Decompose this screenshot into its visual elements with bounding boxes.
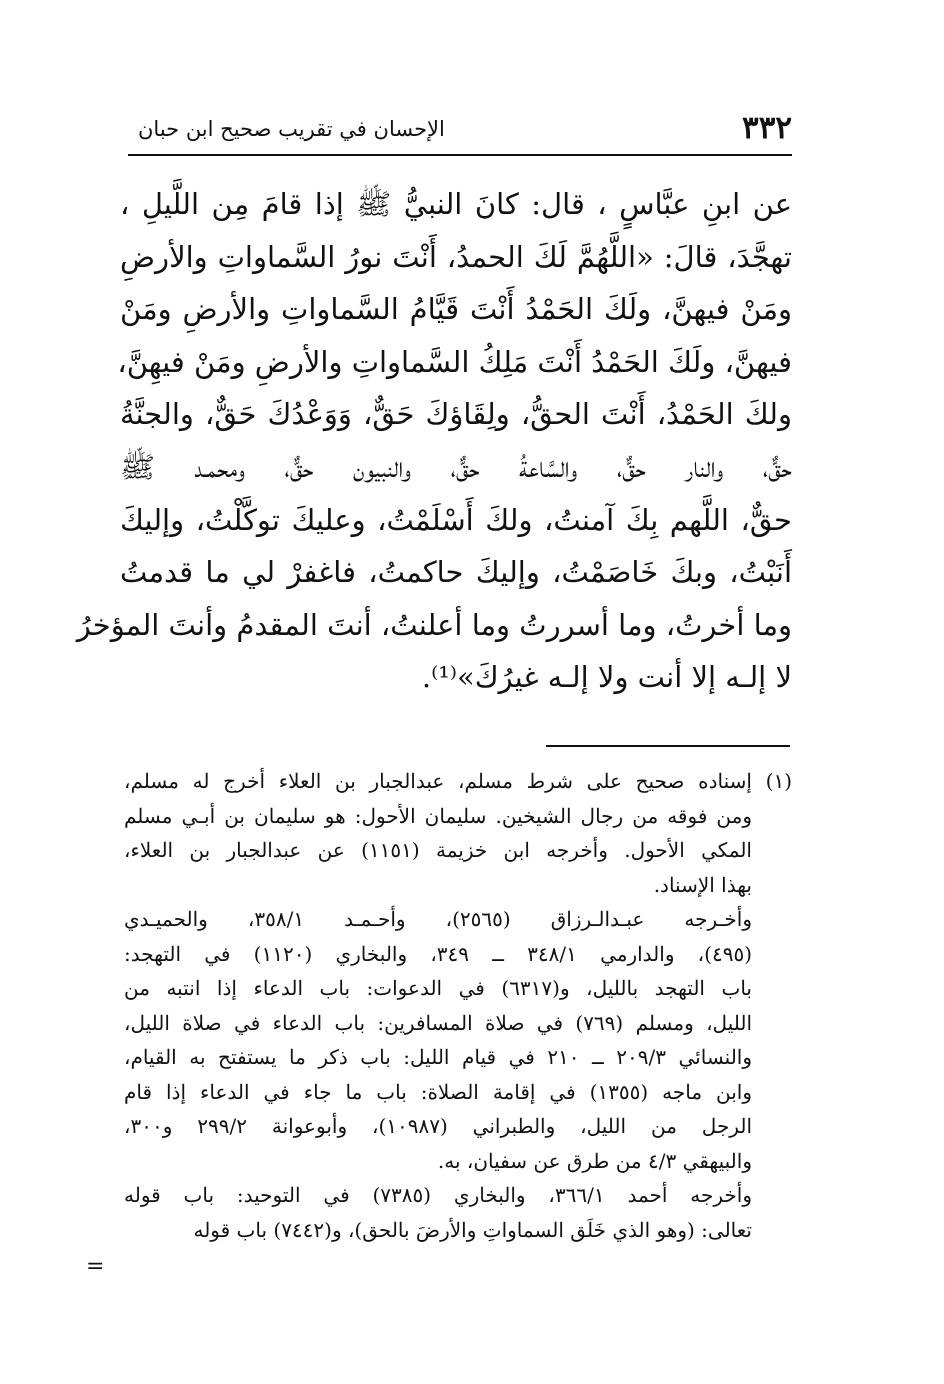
main-text-line: وما أخرتُ، وما أسررتُ وما أعلنتُ، أنتَ المقدمُ وأنتَ المؤخرُ xyxy=(76,607,792,642)
main-text-line: تهجَّدَ، قالَ: «اللَّهُمَّ لَكَ الحمدُ، أَنْتَ نورُ السَّماواتِ والأرضِ xyxy=(120,239,792,274)
main-text xyxy=(76,178,792,704)
footnote-line: (٤٩٥)، والدارمي ٣٤٨/١ ــ ٣٤٩، والبخاري (١١٢٠) في التهجد: xyxy=(124,941,752,966)
main-text-line: حقٌّ، والنار حقٌّ، والسَّاعةُ حقٌّ، والنبيون حقٌّ، ومحمـد ﷺ xyxy=(120,449,792,484)
footnote-line: الليل، ومسلم (٧٦٩) في صلاة المسافرين: باب الدعاء في صلاة الليل، xyxy=(124,1010,752,1035)
footnote-line: وأخـرجه عبـدالـرزاق (٢٥٦٥)، وأحـمـد ٣٥٨/١، والحميـدي xyxy=(124,907,752,931)
footnote-line: والنسائي ٢٠٩/٣ ــ ٢١٠ في قيام الليل: باب ذكر ما يستفتح به القيام، xyxy=(124,1045,753,1069)
main-text-line: لا إلـه إلا أنت ولا إلـه غيرُكَ»⁽¹⁾. xyxy=(421,660,792,695)
footnote-line: وأخرجه أحمد ٣٦٦/١، والبخاري (٧٣٨٥) في التوحيد: باب قوله xyxy=(124,1183,752,1207)
continuation-mark: = xyxy=(86,1254,105,1279)
header-rule xyxy=(128,154,792,156)
main-text-line: فيهنَّ، ولَكَ الحَمْدُ أَنْتَ مَلِكُ السَّماواتِ والأرضِ ومَنْ فيهِنَّ، xyxy=(117,344,792,379)
main-text-line: ومَنْ فيهنَّ، ولَكَ الحَمْدُ أَنْتَ قَيَّامُ السَّماواتِ والأرضِ ومَنْ xyxy=(120,292,792,327)
main-text-line: أَنَبْتُ، وبكَ خَاصَمْتُ، وإليكَ حاكمتُ، فاغفرْ لي ما قدمتُ xyxy=(120,555,792,590)
footnote-line: (١) إسناده صحيح على شرط مسلم، عبدالجبار بن العلاء أخرج له مسلم، xyxy=(124,769,792,793)
main-text-line: عن ابنِ عبَّاسٍ ، قال: كانَ النبيُّ ﷺ إذا قامَ مِن اللَّيلِ ، xyxy=(120,187,792,221)
page-number: ٣٣٢ xyxy=(742,110,792,146)
footnotes xyxy=(124,764,792,1247)
main-text-line: حقٌّ، اللَّهم بِكَ آمنتُ، ولكَ أَسْلَمْتُ، وعليكَ توكَّلْتُ، وإليكَ xyxy=(120,502,792,537)
page-header xyxy=(128,108,792,156)
footnote-line: الرجل من الليل، والطبراني (١٠٩٨٧)، وأبوعوانة ٢٩٩/٢ و٣٠٠، xyxy=(124,1114,752,1138)
footnote-line: والبيهقي ٤/٣ من طرق عن سفيان، به. xyxy=(437,1148,752,1173)
footnote-line: باب التهجد بالليل، و(٦٣١٧) في الدعوات: باب الدعاء إذا انتبه من xyxy=(124,976,752,1000)
footnote-line: تعالى: (وهو الذي خَلَق السماواتِ والأرضَ بالحق)، و(٧٤٤٢) باب قوله xyxy=(193,1217,752,1242)
footnote-line: ومن فوقه من رجال الشيخين. سليمان الأحول: هو سليمان بن أبـي مسلم xyxy=(124,803,752,828)
footnote-line: بهذا الإسناد. xyxy=(653,872,752,897)
footnote-line: وابن ماجه (١٣٥٥) في إقامة الصلاة: باب ما جاء في الدعاء إذا قام xyxy=(124,1079,753,1104)
footnote-line: المكي الأحول. وأخرجه ابن خزيمة (١١٥١) عن عبدالجبار بن العلاء، xyxy=(124,838,752,862)
main-text-line: ولكَ الحَمْدُ، أَنْتَ الحقُّ، ولِقَاؤكَ حَقٌّ، وَوَعْدُكَ حَقٌّ، والجنَّةُ xyxy=(120,397,792,432)
running-title: الإحسان في تقريب صحيح ابن حبان xyxy=(138,117,445,141)
footnote-rule xyxy=(546,745,790,747)
